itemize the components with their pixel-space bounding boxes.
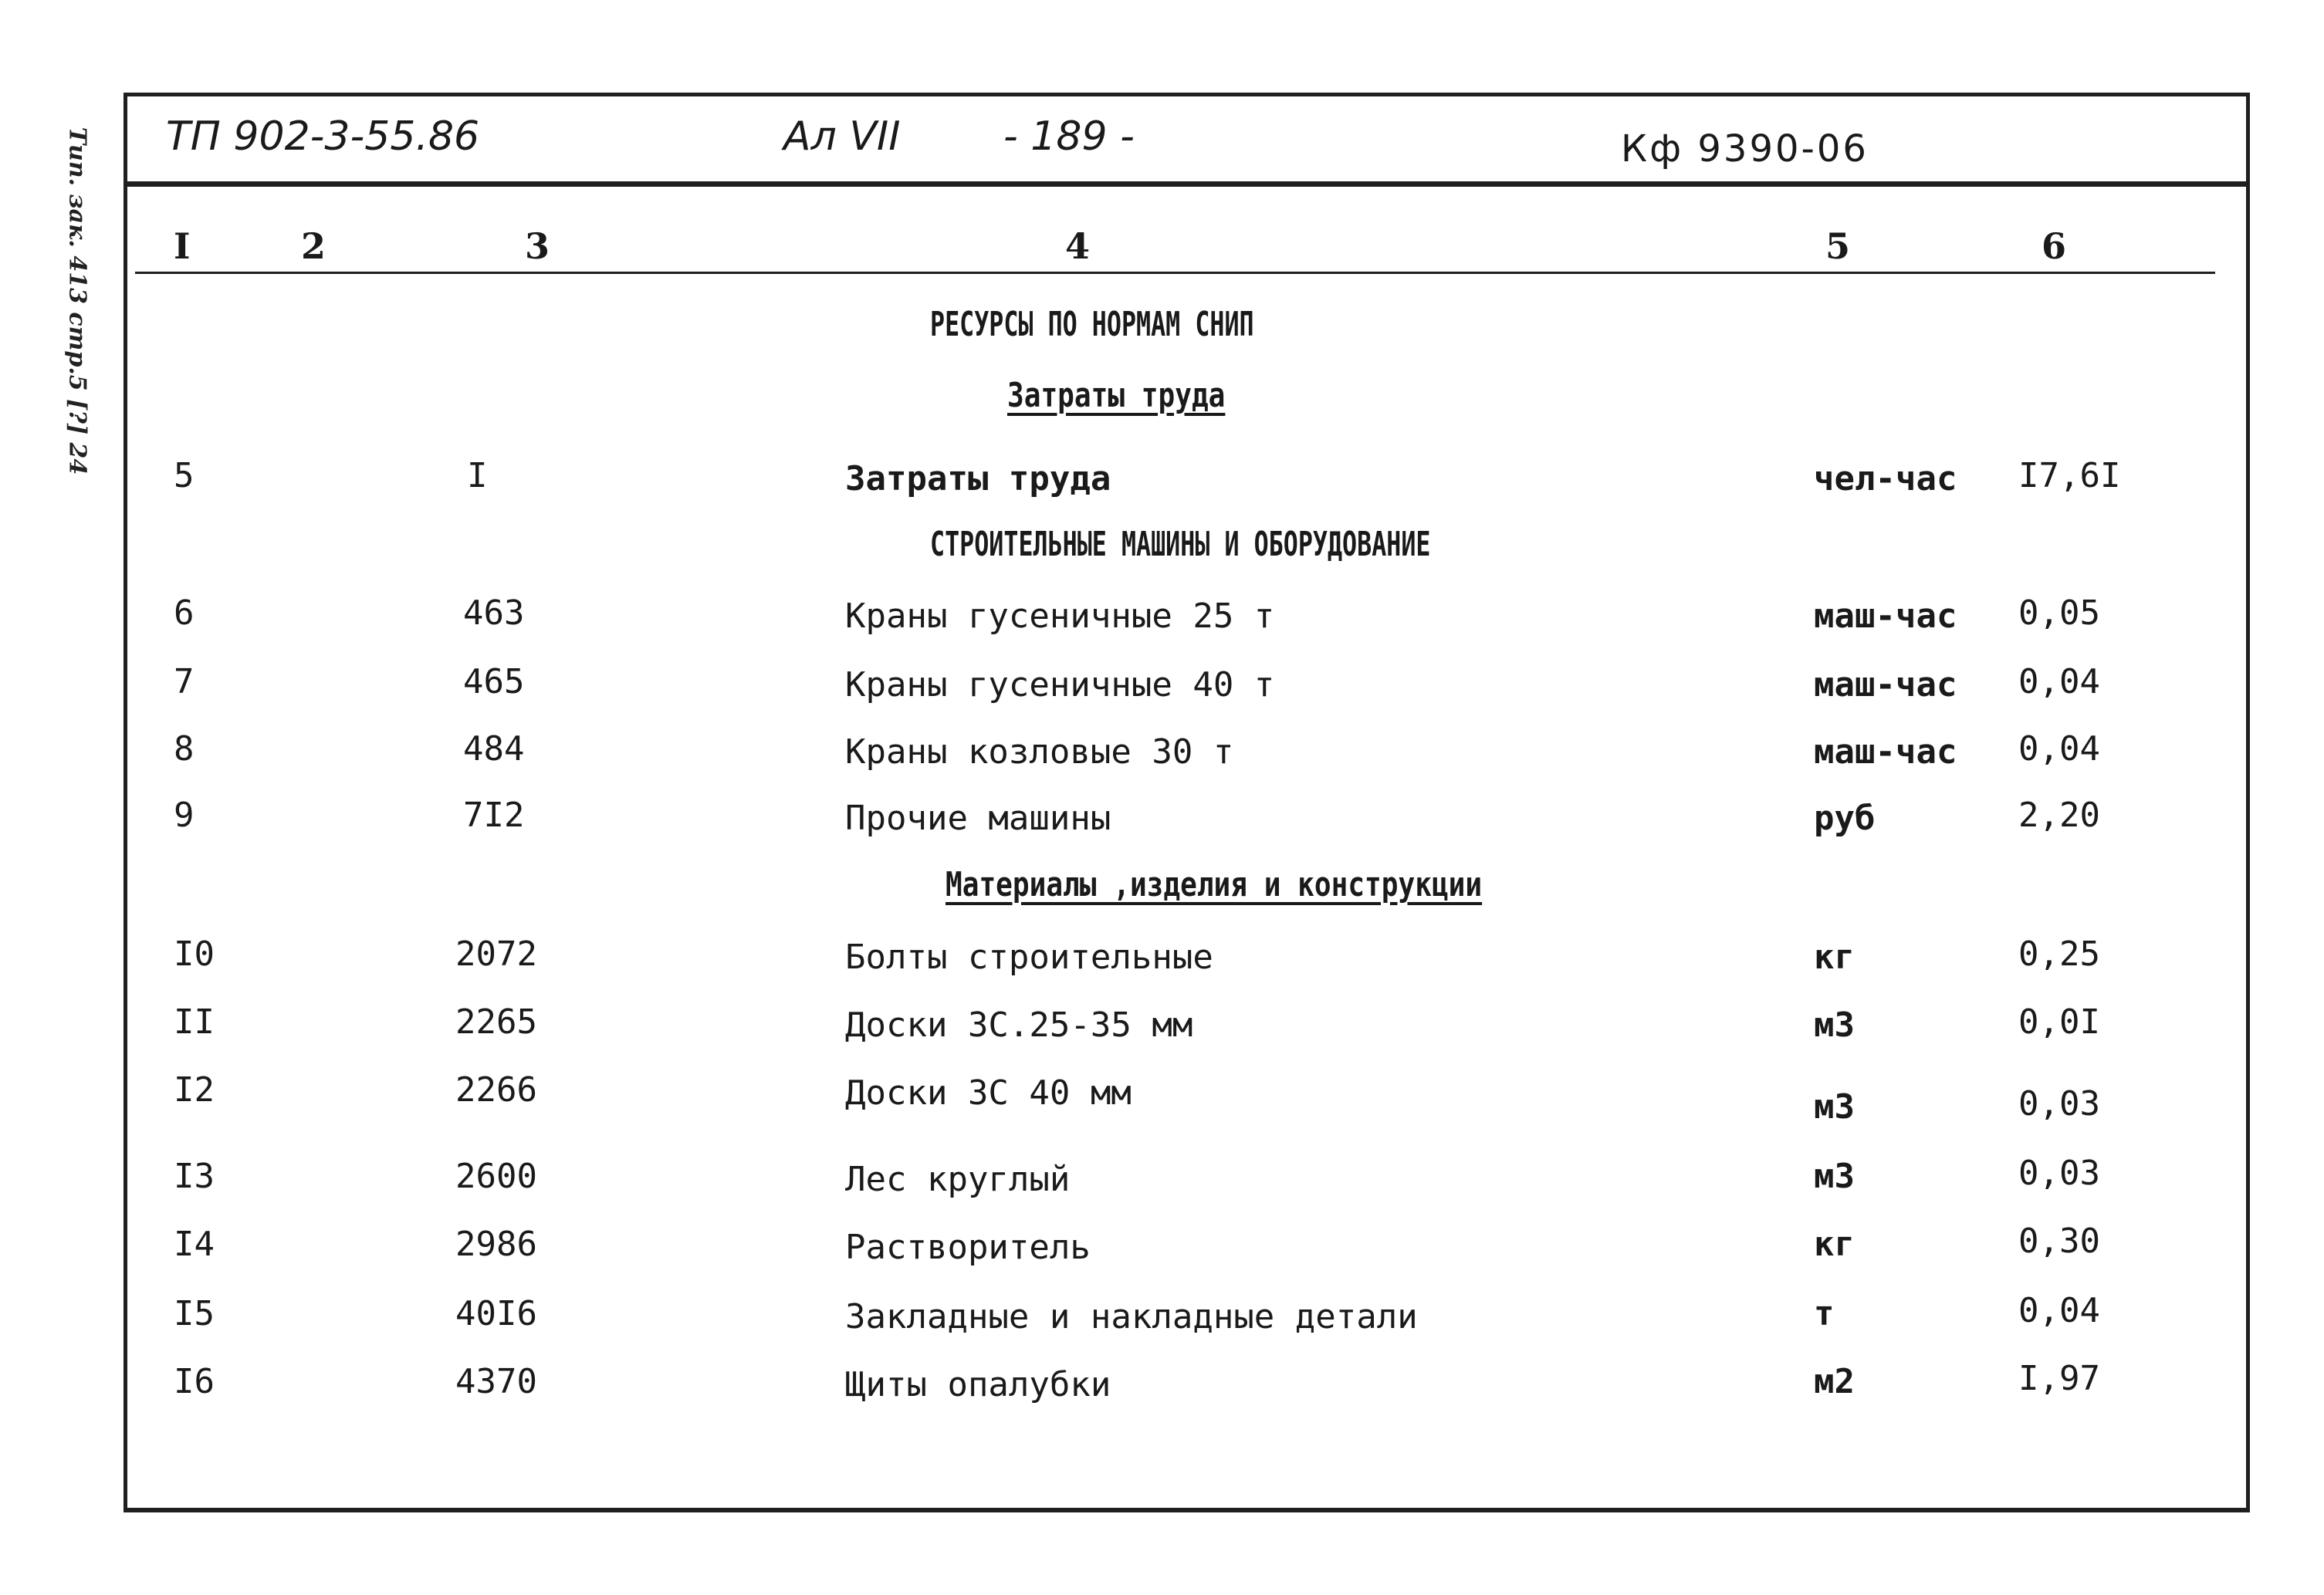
row-code: 7I2	[463, 796, 525, 835]
row-unit: маш-час	[1814, 596, 1957, 636]
margin-stamp-text: Тип. зак. 413 стр.5 [?] 24	[63, 127, 91, 475]
row-number: I4	[174, 1225, 215, 1264]
row-code: 484	[463, 729, 525, 769]
row-name: Краны гусеничные 40 т	[845, 665, 1275, 705]
row-name: Лес круглый	[845, 1160, 1071, 1199]
row-code: 2266	[455, 1070, 537, 1110]
row-unit: кг	[1814, 1225, 1855, 1264]
row-unit: маш-час	[1814, 665, 1957, 705]
row-number: II	[174, 1002, 215, 1042]
column-number-1: I	[174, 225, 191, 267]
row-unit: м3	[1814, 1005, 1855, 1045]
row-value: 0,05	[2018, 593, 2100, 633]
row-value: 0,04	[2018, 1291, 2100, 1330]
row-unit: чел-час	[1814, 459, 1957, 498]
row-number: I2	[174, 1070, 215, 1110]
row-value: I,97	[2018, 1359, 2100, 1398]
section-title-labor: Затраты труда	[1007, 376, 1226, 415]
row-name: Прочие машины	[845, 799, 1111, 838]
row-number: 6	[174, 593, 195, 633]
row-name: Доски 3С 40 мм	[845, 1073, 1132, 1113]
row-value: I7,6I	[2018, 456, 2121, 495]
row-code: 2072	[455, 934, 537, 974]
row-value: 0,0I	[2018, 1002, 2100, 1042]
row-code: 463	[463, 593, 525, 633]
row-number: I5	[174, 1294, 215, 1333]
column-number-6: 6	[2042, 225, 2067, 267]
column-number-4: 4	[1065, 225, 1091, 267]
column-number-row	[135, 218, 2215, 274]
row-number: 8	[174, 729, 195, 769]
row-value: 0,04	[2018, 662, 2100, 701]
margin-stamp	[46, 108, 108, 494]
row-number: I0	[174, 934, 215, 974]
row-name: Растворитель	[845, 1228, 1091, 1267]
row-value: 0,04	[2018, 729, 2100, 769]
row-name: Затраты труда	[845, 459, 1111, 498]
row-unit: м2	[1814, 1362, 1855, 1401]
column-number-5: 5	[1825, 225, 1851, 267]
doc-code: ТП 902-3-55.86	[166, 113, 480, 160]
row-number: I3	[174, 1157, 215, 1196]
row-unit: кг	[1814, 938, 1855, 977]
row-number: 9	[174, 796, 195, 835]
column-number-3: 3	[525, 225, 550, 267]
row-unit: м3	[1814, 1157, 1855, 1196]
row-value: 0,03	[2018, 1154, 2100, 1193]
row-code: 2265	[455, 1002, 537, 1042]
row-number: 5	[174, 456, 195, 495]
row-code: 4370	[455, 1362, 537, 1401]
album-number: Ал VII	[783, 113, 901, 160]
row-name: Щиты опалубки	[845, 1365, 1111, 1404]
document-header	[127, 96, 2246, 187]
row-value: 0,03	[2018, 1084, 2100, 1124]
row-name: Краны гусеничные 25 т	[845, 596, 1275, 636]
row-code: 2986	[455, 1225, 537, 1264]
row-unit: маш-час	[1814, 732, 1957, 772]
archive-stamp: Кф 9390-06	[1621, 127, 1869, 171]
row-number: 7	[174, 662, 195, 701]
section-title-machines: СТРОИТЕЛЬНЫЕ МАШИНЫ И ОБОРУДОВАНИЕ	[930, 525, 1431, 564]
row-value: 0,30	[2018, 1222, 2100, 1261]
row-name: Краны козловые 30 т	[845, 732, 1234, 772]
row-code: 465	[463, 662, 525, 701]
row-name: Закладные и накладные детали	[845, 1297, 1418, 1336]
column-number-2: 2	[301, 225, 326, 267]
row-number: I6	[174, 1362, 215, 1401]
section-title-resources: РЕСУРСЫ ПО НОРМАМ СНИП	[930, 305, 1254, 344]
row-code: 40I6	[455, 1294, 537, 1333]
row-unit: руб	[1814, 799, 1876, 838]
row-code: I	[467, 456, 488, 495]
document-frame	[123, 93, 2250, 1512]
page-number: - 189 -	[1003, 113, 1135, 160]
row-name: Доски 3С.25-35 мм	[845, 1005, 1193, 1045]
row-value: 0,25	[2018, 934, 2100, 974]
row-unit: т	[1814, 1294, 1835, 1333]
row-value: 2,20	[2018, 796, 2100, 835]
row-name: Болты строительные	[845, 938, 1213, 977]
row-code: 2600	[455, 1157, 537, 1196]
section-title-materials: Материалы ,изделия и конструкции	[945, 865, 1483, 904]
row-unit: м3	[1814, 1087, 1855, 1127]
